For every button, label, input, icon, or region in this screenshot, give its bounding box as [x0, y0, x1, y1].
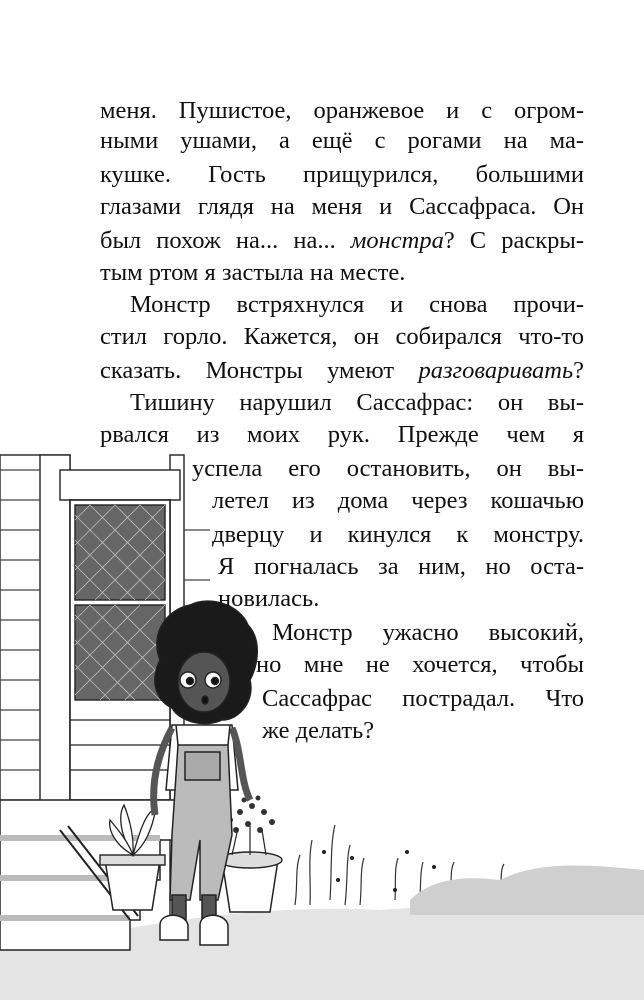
- text-fragment: ?: [573, 357, 585, 384]
- text-line-15: Я погналась за ним, но оста-: [218, 553, 584, 580]
- italic-word: монстра: [350, 227, 444, 254]
- text-line-7: Монстр встряхнулся и снова прочи-: [130, 291, 584, 318]
- text-line-19: Сассафрас пострадал. Что: [262, 685, 584, 712]
- text-line-18: но мне не хочется, чтобы: [256, 651, 584, 678]
- text-line-1: меня. Пушистое, оранжевое и с огром-: [100, 97, 584, 124]
- text-line-8: стил горло. Кажется, он собирался что-то: [100, 323, 584, 350]
- text-line-9: [100, 356, 584, 386]
- text-fragment: был похож на... на...: [100, 227, 336, 254]
- text-line-13: летел из дома через кошачью: [212, 487, 584, 514]
- text-line-6: тым ртом я застыла на месте.: [100, 259, 406, 286]
- text-line-2: ными ушами, а ещё с рогами на ма-: [100, 127, 584, 154]
- text-line-5: [100, 226, 584, 256]
- text-line-12: успела его остановить, он вы-: [192, 455, 584, 482]
- text-line-20: же делать?: [262, 717, 375, 744]
- text-fragment: сказать. Монстры умеют: [100, 357, 395, 384]
- text-line-4: глазами глядя на меня и Сассафраса. Он: [100, 193, 584, 220]
- italic-word: разговаривать: [418, 357, 574, 384]
- text-line-11: рвался из моих рук. Прежде чем я: [100, 421, 584, 448]
- text-line-16: новилась.: [218, 585, 320, 612]
- text-line-10: Тишину нарушил Сассафрас: он вы-: [130, 389, 584, 416]
- text-line-14: дверцу и кинулся к монстру.: [212, 521, 584, 548]
- text-line-3: кушке. Гость прищурился, большими: [100, 161, 584, 188]
- text-fragment: ? С раскры-: [443, 227, 584, 254]
- text-line-17: Монстр ужасно высокий,: [272, 619, 584, 646]
